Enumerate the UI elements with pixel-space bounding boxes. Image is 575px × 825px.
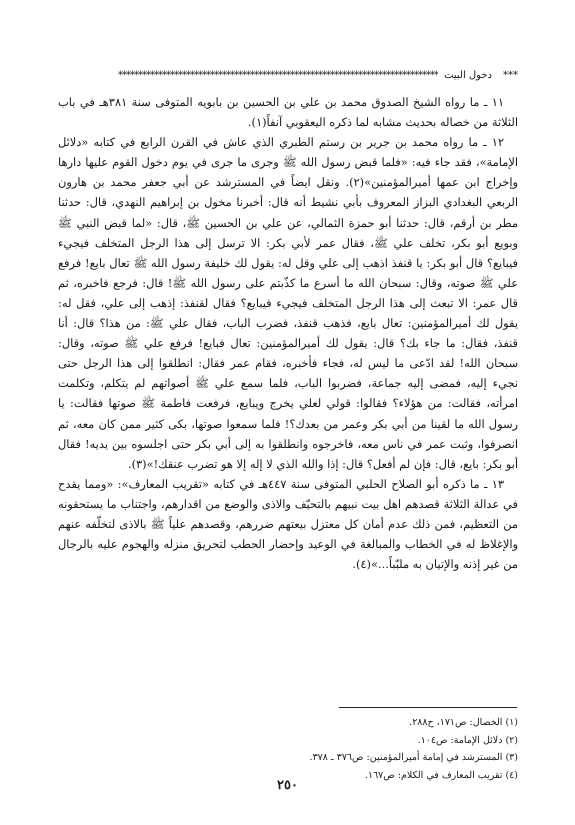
header-rule: ******************************************************************************** [118,70,438,81]
header-title: دخول البيت [444,70,492,81]
footnote-2: (٢) دلائل الإمامة: ص١٠٤. [417,734,518,746]
footnote-4: (٤) تقريب المعارف في الكلام: ص١٦٧. [364,769,518,781]
running-header [56,70,518,84]
header-ornament: *** [503,70,518,81]
footnote-3: (٣) المسترشد في إمامة أميرالمؤمنين: ص٣٧٦ ـ ٣٧٨. [309,752,518,763]
paragraph-12: ١٢ ـ ما رواه محمد بن جرير بن رستم الطبري الذي عاش في القرن الرابع في كتابه «دلائل الإمامة»، فقد جاء فيه: «فلما قبض رسول الله ﷺ وجرى ما جرى في يوم دخول القوم عليها دارها وإخراج ابن عمها أميرالمؤمنين»(٢). ونقل ايضاً في المسترشد عن أبي جعفر محمد بن هارون الربعي البغدادي البزاز المعروف بأبي نشيط أنه قال: أخبرنا مخول بن إبراهيم النهدي، قال: حدثنا مطر بن أرقم، قال: حدثنا أبو حمزة الثمالي، عن علي بن الحسين ﷺ، قال: «لما قبض النبي ﷺ وبويع أبو بكر، تخلف علي ﷺ، فقال عمر لأبي بكر: الا ترسل إلى هذا الرجل المتخلف فيجيء فيبايع؟ قال أبو بكر: يا قنفذ اذهب إلى علي وقل له: يقول لك خليفة رسول الله ﷺ تعال بايع! فرفع علي ﷺ صوته، وقال: سبحان الله ما أسرع ما كذّبتم على رسول الله ﷺ! قال: فرجع فاخبره، ثم قال عمر: الا تبعث إلى هذا الرجل المتخلف فيجيء فيبايع؟ فقال لقنفذ: إذهب إلى علي، فقل له: يقول لك أميرالمؤمنين: تعال بايع، فذهب قنفذ، فضرب الباب، فقال علي ﷺ: من هذا؟ قال: أنا قنفذ، فقال: ما جاء بك؟ قال: يقول لك أميرالمؤمنين: تعال فبايع! فرفع علي ﷺ صوته، وقال: سبحان الله! لقد ادّعى ما ليس له، فجاء فأخبره، فقام عمر فقال: انطلقوا إلى هذا الرجل حتى نجيء إليه، فمضى إليه جماعة، فضربوا الباب، فلما سمع علي ﷺ أصواتهم لم يتكلم، وتكلمت امرأته، فقالت: من هؤلاء؟ فقالوا: قولي لعلي يخرج ويبايع، فرفعت فاطمة ﷺ صوتها فقالت: يا رسول الله ما لقينا من أبي بكر وعمر من بعدك؟! فلما سمعوا صوتها، بكى كثير ممن كان معه، ثم انصرفوا، وثبت عمر في ناس معه، فاخرجوه وانطلقوا به إلى أبي بكر حتى اجلسوه بين يديه! فقال أبو بكر: بايع، قال: فإن لم أفعل؟ قال: إذا والله الذي لا إله إلا هو تضرب عنقك!»(٣). [58,135,518,471]
paragraph-13: ١٣ ـ ما ذكره أبو الصلاح الحلبي المتوفى سنة ٤٤٧هـ في كتابه «تقريب المعارف»: «ومما يقدح في عدالة الثلاثة قصدهم اهل بيت نبيهم بالتحيّف والاذى والوضع من اقدارهم، واجتناب ما يستحقونه من التعظيم، فمن ذلك عدم أمان كل معتزل بيعتهم ضررهم، وقصدهم علياً ﷺ بالاذى لتخلّفه عنهم والإغلاظ له في الخطاب والمبالغة في الوعيد وإحضار الحطب لتحريق منزله والهجوم عليه بالرجال من غير إذنه والإتيان به ملبّباً...»(٤). [58,476,518,572]
footnote-separator [339,707,517,708]
footnote-1: (١) الخصال: ص١٧١، ح٢٨٨. [409,717,518,728]
paragraph-11: ١١ ـ ما رواه الشيخ الصدوق محمد بن علي بن الحسين بن بابويه المتوفى سنة ٣٨١هـ في باب الثلاثة من خصاله بحديث مشابه لما ذكره اليعقوبي آنفاً(١). [58,95,518,130]
page-number: ٢٥٠ [277,778,298,793]
main-text [58,92,518,692]
footnotes [58,714,518,784]
